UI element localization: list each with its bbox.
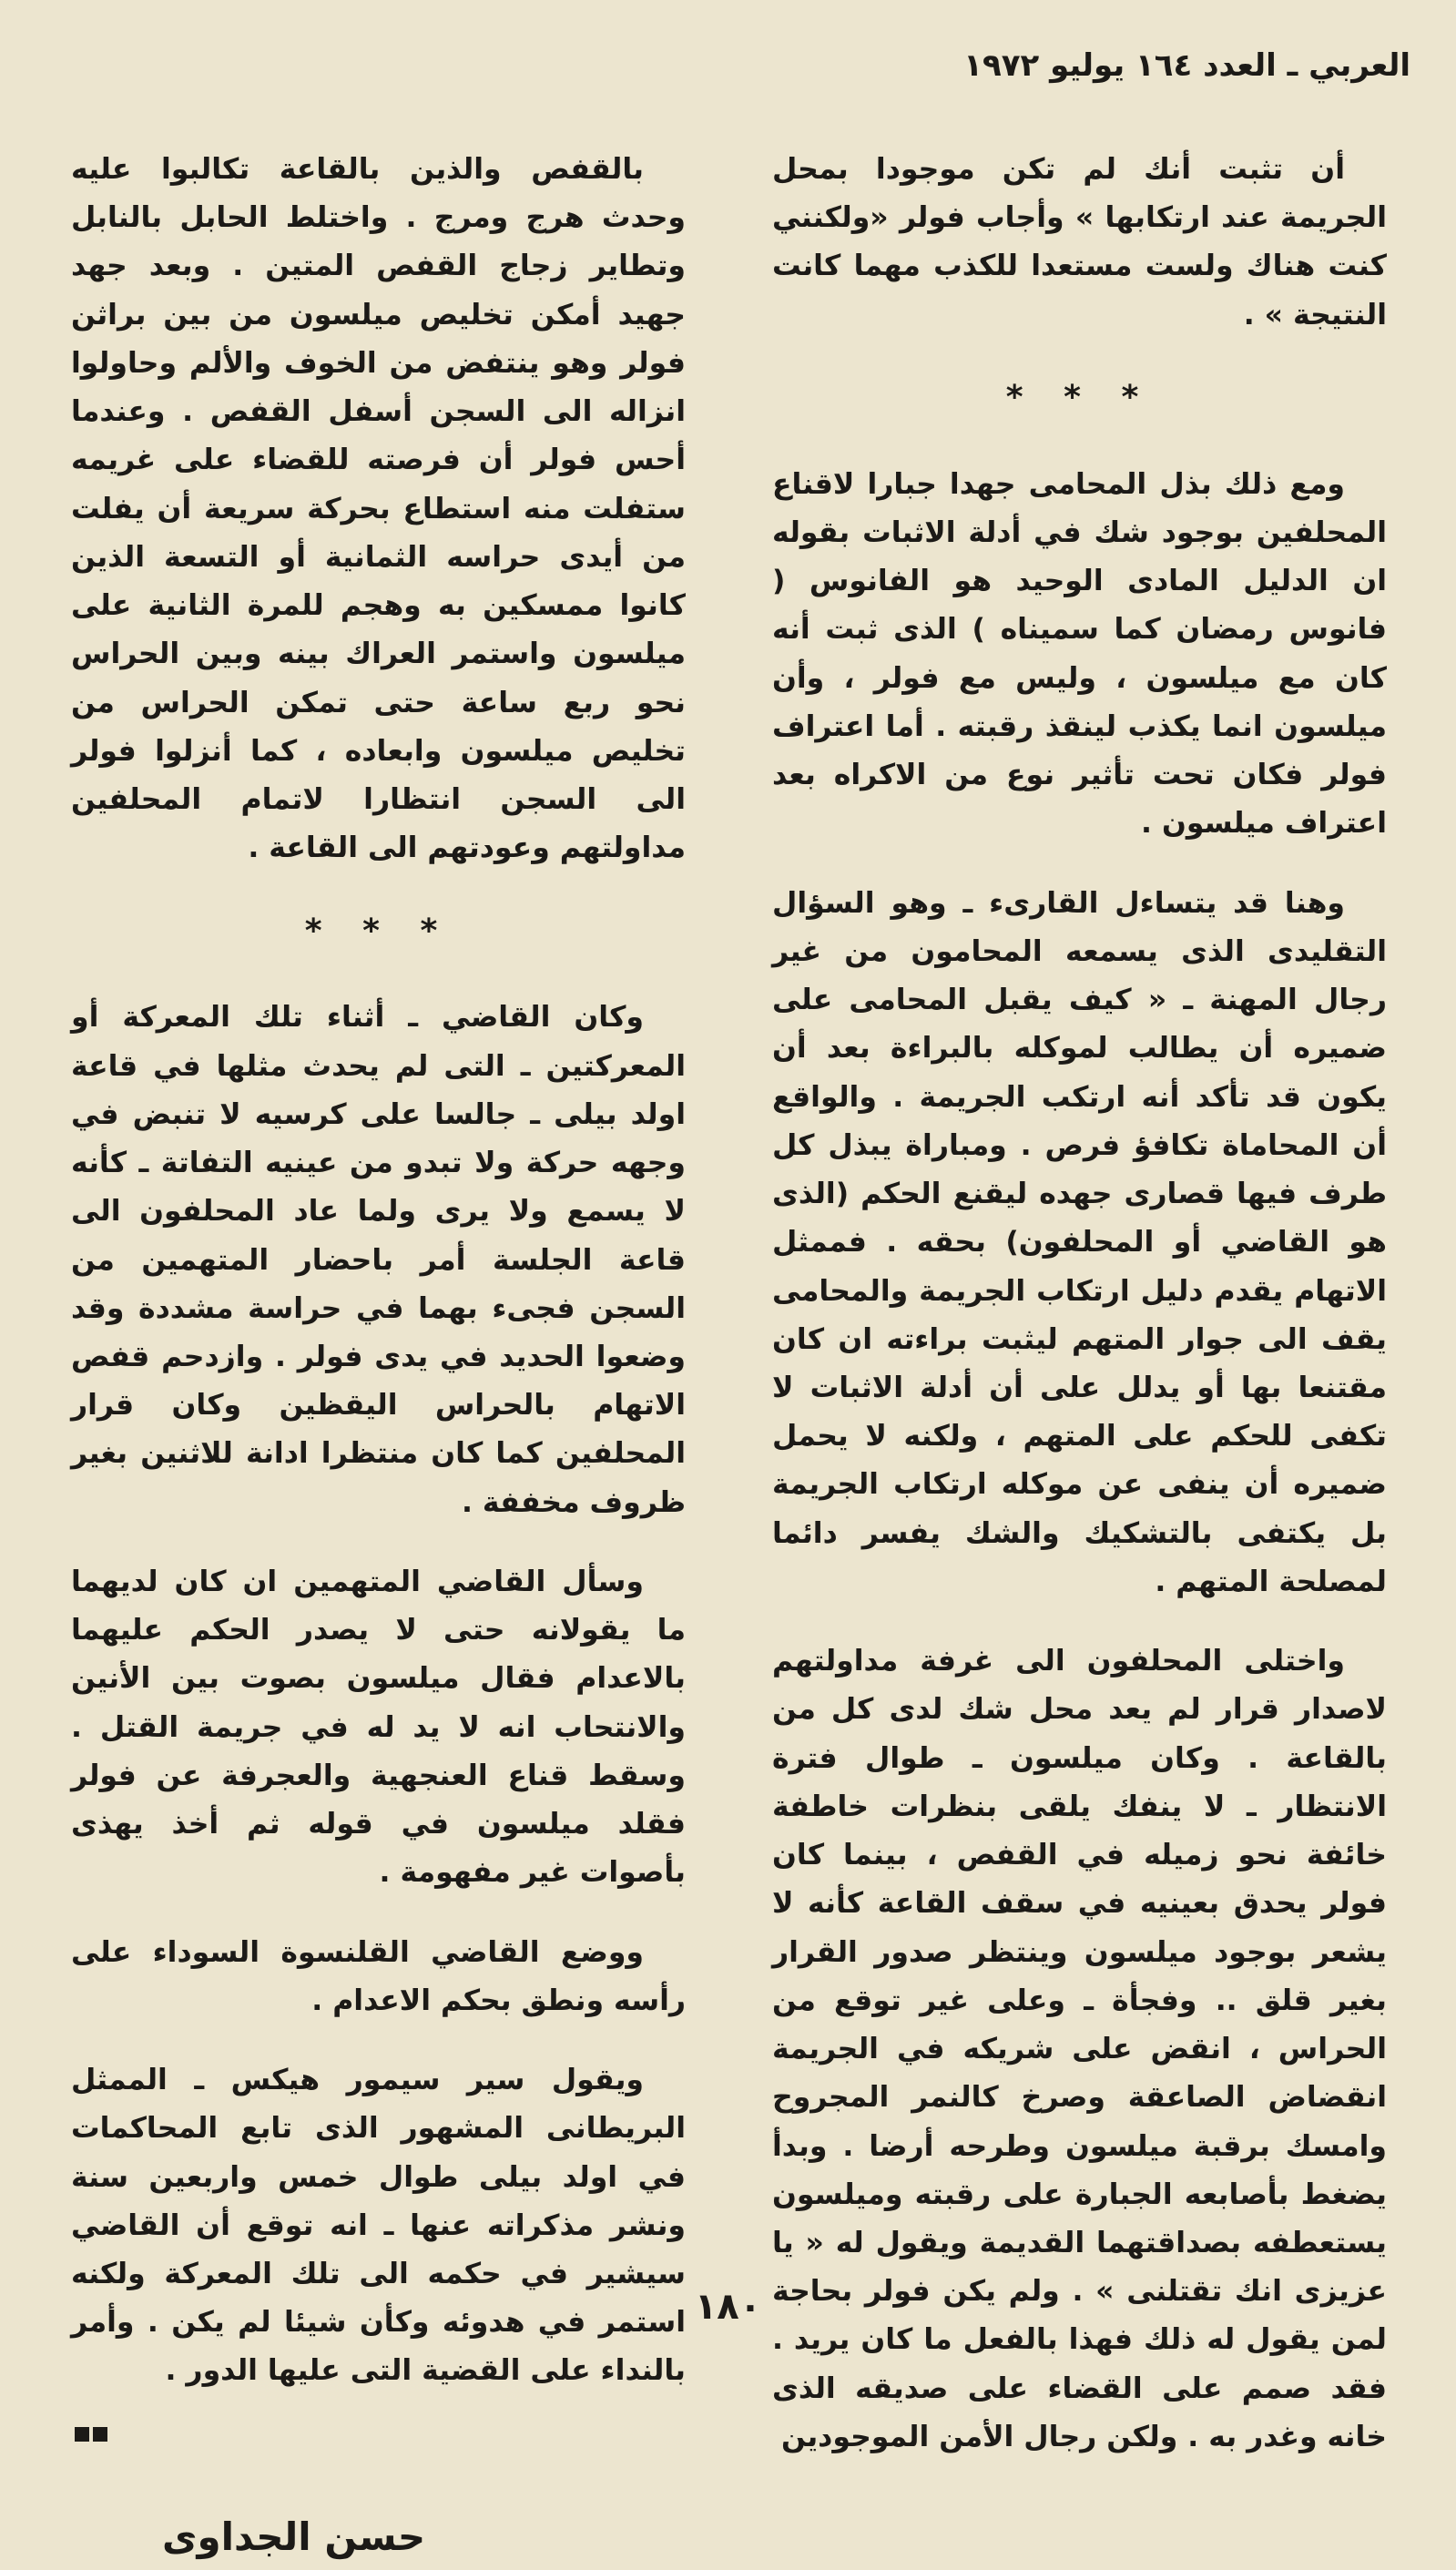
author-signature: حسن الجداوى: [162, 2514, 426, 2559]
paragraph: ويقول سير سيمور هيكس ـ الممثل البريطانى المشهور الذى تابع المحاكمات في اولد بيلى طوال خمس واربعين سنة ونشر مذكراته عنها ـ انه توقع أن القاضي سيشير في حكمه الى تلك المعركة ولكنه استمر في هدوئه وكأن شيئا لم يكن . وأمر بالنداء على القضية التى عليها الدور .: [71, 2064, 686, 2388]
section-divider: * * *: [304, 912, 453, 950]
paragraph: وكان القاضي ـ أثناء تلك المعركة أو المعركتين ـ التى لم يحدث مثلها في قاعة اولد بيلى ـ جالسا على كرسيه لا تنبض في وجهه حركة ولا تبدو من عينيه التفاتة ـ كأنه لا يسمع ولا يرى ولما عاد المحلفون الى قاعة الجلسة أمر باحضار المتهمين من السجن فجىء بهما في حراسة مشددة وقد وضعوا الحديد في يدى فولر . وازدحم قفص الاتهام بالحراس اليقظين وكان قرار المحلفين كما كان منتظرا ادانة للاثنين بغير ظروف مخففة .: [71, 1001, 686, 1519]
paragraph: وهنا قد يتساءل القارىء ـ وهو السؤال التقليدى الذى يسمعه المحامون من غير رجال المهنة ـ « كيف يقبل المحامى على ضميره أن يطالب لموكله بالبراءة بعد أن يكون قد تأكد أنه ارتكب الجريمة . والواقع أن المحاماة تكافؤ فرص . ومباراة يبذل كل طرف فيها قصارى جهده ليقنع الحكم (الذى هو القاضي أو المحلفون) بحقه . فممثل الاتهام يقدم دليل ارتكاب الجريمة والمحامى يقف الى جوار المتهم ليثبت براءته ان كان مقتنعا بها أو يدلل على أن أدلة الاثبات لا تكفى للحكم على المتهم ، ولكنه لا يحمل ضميره أن ينفى عن موكله ارتكاب الجريمة بل يكتفى بالتشكيك والشك يفسر دائما لمصلحة المتهم .: [772, 886, 1387, 1598]
paragraph: بالقفص والذين بالقاعة تكالبوا عليه وحدث هرج ومرج . واختلط الحابل بالنابل وتطاير زجاج القفص المتين . وبعد جهد جهيد أمكن تخليص ميلسون من بين براثن فولر وهو ينتفض من الخوف والألم وحاولوا انزاله الى السجن أسفل القفص . وعندما أحس فولر أن فرصته للقضاء على غريمه ستفلت منه استطاع بحركة سريعة أن يفلت من أيدى حراسه الثمانية أو التسعة الذين كانوا ممسكين به وهجم للمرة الثانية على ميلسون واستمر العراك بينه وبين الحراس نحو ربع ساعة حتى تمكن الحراس من تخليص ميلسون وابعاده ، كما أنزلوا فولر الى السجن انتظارا لاتمام المحلفين مداولتهم وعودتهم الى القاعة .: [71, 153, 686, 865]
paragraph: واختلى المحلفون الى غرفة مداولتهم لاصدار قرار لم يعد محل شك لدى كل من بالقاعة . وكان ميلسون ـ طوال فترة الانتظار ـ لا ينفك يلقى بنظرات خاطفة خائفة نحو زميله في القفص ، بينما كان فولر يحدق بعينيه في سقف القاعة كأنه لا يشعر بوجود ميلسون وينتظر صدور القرار بغير قلق .. وفجأة ـ وعلى غير توقع من الحراس ، انقض على شريكه في الجريمة انقضاض الصاعقة وصرخ كالنمر المجروح وامسك برقبة ميلسون وطرحه أرضا . وبدأ يضغط بأصابعه الجبارة على رقبته وميلسون يستعطفه بصداقتهما القديمة ويقول له « يا عزيزى انك تقتلنى » . ولم يكن فولر بحاجة لمن يقول له ذلك فهذا بالفعل ما كان يريد . فقد صمم على القضاء على صديقه الذى خانه وغدر به . ولكن رجال الأمن الموجودين: [772, 1645, 1387, 2453]
right-column: [772, 146, 1387, 2493]
running-header: العربي ـ العدد ١٦٤ يوليو ١٩٧٢: [963, 47, 1410, 84]
paragraph: ومع ذلك بذل المحامى جهدا جبارا لاقناع المحلفين بوجود شك في أدلة الاثبات بقوله ان الدليل المادى الوحيد هو الفانوس ( فانوس رمضان كما سميناه ) الذى ثبت أنه كان مع ميلسون ، وليس مع فولر ، وأن ميلسون انما يكذب لينقذ رقبته . أما اعتراف فولر فكان تحت تأثير نوع من الاكراه بعد اعتراف ميلسون .: [772, 467, 1387, 841]
section-divider: * * *: [1005, 378, 1154, 416]
end-of-article-mark: [71, 2427, 686, 2442]
paragraph: وسأل القاضي المتهمين ان كان لديهما ما يقولانه حتى لا يصدر الحكم عليهما بالاعدام فقال ميلسون بصوت بين الأنين والانتحاب انه لا يد له في جريمة القتل . وسقط قناع العنجهية والعجرفة عن فولر فقلد ميلسون في قوله ثم أخذ يهذى بأصوات غير مفهومة .: [71, 1565, 686, 1890]
paragraph: أن تثبت أنك لم تكن موجودا بمحل الجريمة عند ارتكابها » وأجاب فولر «ولكنني كنت هناك ولست مستعدا للكذب مهما كانت النتيجة » .: [772, 153, 1387, 331]
page-number: ١٨٠: [694, 2286, 762, 2328]
paragraph: ووضع القاضي القلنسوة السوداء على رأسه ونطق بحكم الاعدام .: [71, 1935, 686, 2017]
left-column: [71, 146, 686, 2570]
